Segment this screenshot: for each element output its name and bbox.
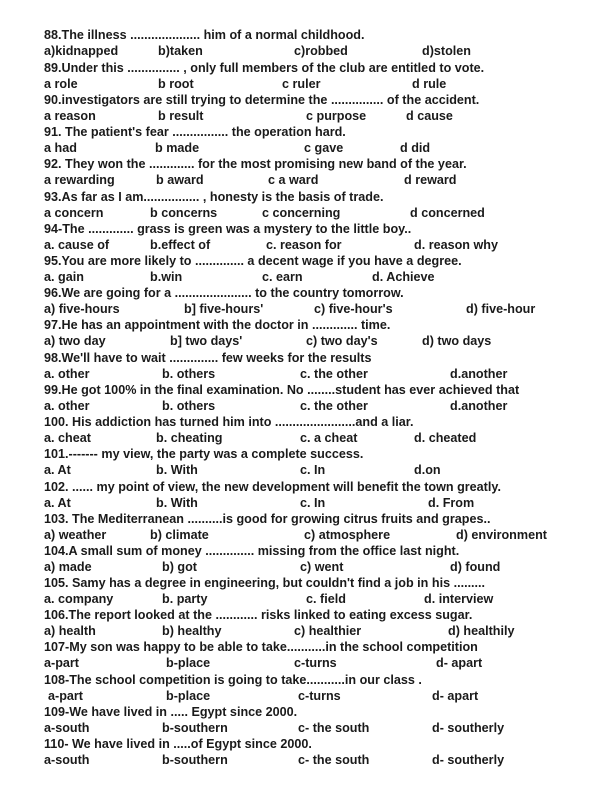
answer-option: a. At <box>44 496 71 510</box>
answer-option: d) two days <box>422 334 492 348</box>
answer-option: d did <box>400 141 431 155</box>
answer-option: c. reason for <box>266 238 342 252</box>
answer-option: d. interview <box>424 592 494 606</box>
answer-options <box>0 205 612 221</box>
answer-option: b award <box>156 173 204 187</box>
answer-option: d) healthily <box>448 624 515 638</box>
answer-option: d. cheated <box>414 431 477 445</box>
answer-option: b) healthy <box>162 624 222 638</box>
answer-options <box>0 76 612 92</box>
answer-option: c- the south <box>298 721 370 735</box>
answer-option: a) made <box>44 560 92 574</box>
answer-option: c. the other <box>300 399 368 413</box>
answer-option: c concerning <box>262 206 341 220</box>
question-text: 103. The Mediterranean ..........is good for growing citrus fruits and grapes.. <box>44 512 491 526</box>
answer-options <box>0 688 612 704</box>
answer-option: d) environment <box>456 528 547 542</box>
answer-option: b. party <box>162 592 208 606</box>
answer-option: b. With <box>156 463 198 477</box>
answer-option: c) five-hour's <box>314 302 393 316</box>
answer-option: b) climate <box>150 528 209 542</box>
answer-option: a)kidnapped <box>44 44 119 58</box>
answer-options <box>0 752 612 768</box>
question-text: 110- We have lived in .....of Egypt since 2000. <box>44 737 312 751</box>
answer-options <box>0 430 612 446</box>
question-text: 91. The patient's fear ................ the operation hard. <box>44 125 346 139</box>
answer-option: c purpose <box>306 109 367 123</box>
answer-option: d) five-hour <box>466 302 536 316</box>
answer-option: b. others <box>162 367 216 381</box>
answer-option: d.another <box>450 399 508 413</box>
answer-options <box>0 333 612 349</box>
answer-option: b)taken <box>158 44 203 58</box>
answer-option: a had <box>44 141 77 155</box>
answer-options <box>0 462 612 478</box>
question-text: 100. His addiction has turned him into .......................and a liar. <box>44 415 414 429</box>
answer-options <box>0 43 612 59</box>
answer-options <box>0 108 612 124</box>
answer-option: d concerned <box>410 206 485 220</box>
answer-option: b made <box>155 141 200 155</box>
answer-option: a reason <box>44 109 96 123</box>
answer-options <box>0 398 612 414</box>
answer-option: b root <box>158 77 194 91</box>
answer-option: b] two days' <box>170 334 243 348</box>
answer-options <box>0 495 612 511</box>
answer-option: a. other <box>44 367 90 381</box>
answer-option: c) healthier <box>294 624 362 638</box>
answer-option: c. a cheat <box>300 431 358 445</box>
answer-option: b-southern <box>162 721 228 735</box>
answer-option: d. Achieve <box>372 270 435 284</box>
answer-option: c. the other <box>300 367 368 381</box>
answer-options <box>0 720 612 736</box>
answer-option: a. cause of <box>44 238 110 252</box>
question-text: 107-My son was happy to be able to take...........in the school competition <box>44 640 478 654</box>
question-text: 95.You are more likely to .............. a decent wage if you have a degree. <box>44 254 462 268</box>
answer-option: c. field <box>306 592 346 606</box>
answer-option: c. In <box>300 463 326 477</box>
question-text: 90.investigators are still trying to determine the ............... of the accident. <box>44 93 480 107</box>
answer-option: d rule <box>412 77 447 91</box>
answer-option: d- apart <box>432 689 479 703</box>
question-text: 93.As far as I am................ , honesty is the basis of trade. <box>44 190 384 204</box>
question-text: 108-The school competition is going to take...........in our class . <box>44 673 422 687</box>
answer-option: d.on <box>414 463 441 477</box>
question-text: 92. They won the ............. for the most promising new band of the year. <box>44 157 467 171</box>
answer-option: b concerns <box>150 206 218 220</box>
answer-option: d. From <box>428 496 475 510</box>
answer-option: d- southerly <box>432 753 505 767</box>
answer-option: d.another <box>450 367 508 381</box>
answer-option: b.effect of <box>150 238 211 252</box>
answer-option: b-southern <box>162 753 228 767</box>
answer-option: a. company <box>44 592 114 606</box>
answer-option: c)robbed <box>294 44 348 58</box>
answer-option: d reward <box>404 173 457 187</box>
answer-option: c) two day's <box>306 334 378 348</box>
answer-options <box>0 591 612 607</box>
answer-option: b] five-hours' <box>184 302 264 316</box>
question-text: 89.Under this ............... , only full members of the club are entitled to vote. <box>44 61 485 75</box>
answer-options <box>0 237 612 253</box>
question-text: 88.The illness .................... him of a normal childhood. <box>44 28 365 42</box>
question-text: 104.A small sum of money .............. missing from the office last night. <box>44 544 460 558</box>
answer-option: d- apart <box>436 656 483 670</box>
question-text: 97.He has an appointment with the doctor in ............. time. <box>44 318 391 332</box>
answer-option: a concern <box>44 206 104 220</box>
answer-option: b result <box>158 109 204 123</box>
question-text: 94-The ............. grass is green was a mystery to the little boy.. <box>44 222 412 236</box>
answer-option: a-part <box>48 689 83 703</box>
answer-option: b. others <box>162 399 216 413</box>
answer-option: a. other <box>44 399 90 413</box>
answer-option: b) got <box>162 560 197 574</box>
answer-option: c ruler <box>282 77 321 91</box>
answer-options <box>0 559 612 575</box>
answer-options <box>0 623 612 639</box>
question-text: 101.------- my view, the party was a complete success. <box>44 447 364 461</box>
question-text: 99.He got 100% in the final examination. No ........student has ever achieved that <box>44 383 520 397</box>
answer-option: b.win <box>150 270 183 284</box>
answer-option: b-place <box>166 689 211 703</box>
answer-option: a-part <box>44 656 79 670</box>
answer-option: a-south <box>44 721 90 735</box>
question-text: 105. Samy has a degree in engineering, but couldn't find a job in his ......... <box>44 576 486 590</box>
answer-option: b. cheating <box>156 431 223 445</box>
answer-option: a. gain <box>44 270 84 284</box>
answer-option: c- the south <box>298 753 370 767</box>
answer-option: a) two day <box>44 334 106 348</box>
answer-options <box>0 527 612 543</box>
answer-option: b-place <box>166 656 211 670</box>
question-text: 98.We'll have to wait .............. few weeks for the results <box>44 351 372 365</box>
answer-options <box>0 269 612 285</box>
answer-options <box>0 655 612 671</box>
answer-option: a-south <box>44 753 90 767</box>
answer-option: c. In <box>300 496 326 510</box>
answer-option: c) went <box>300 560 344 574</box>
answer-option: a) health <box>44 624 96 638</box>
question-text: 96.We are going for a ...................... to the country tomorrow. <box>44 286 404 300</box>
answer-option: a. At <box>44 463 71 477</box>
answer-option: a) weather <box>44 528 107 542</box>
answer-option: a role <box>44 77 78 91</box>
answer-option: c-turns <box>294 656 337 670</box>
answer-option: a) five-hours <box>44 302 120 316</box>
answer-option: a. cheat <box>44 431 91 445</box>
answer-option: d) found <box>450 560 501 574</box>
answer-option: d- southerly <box>432 721 505 735</box>
answer-option: c a ward <box>268 173 319 187</box>
answer-option: d cause <box>406 109 453 123</box>
answer-option: a rewarding <box>44 173 115 187</box>
answer-options <box>0 172 612 188</box>
question-text: 102. ...... my point of view, the new development will benefit the town greatly. <box>44 480 501 494</box>
answer-option: d. reason why <box>414 238 498 252</box>
question-text: 109-We have lived in ..... Egypt since 2000. <box>44 705 298 719</box>
question-text: 106.The report looked at the ............ risks linked to eating excess sugar. <box>44 608 473 622</box>
answer-option: d)stolen <box>422 44 471 58</box>
answer-options <box>0 301 612 317</box>
answer-option: c. earn <box>262 270 303 284</box>
answer-option: c gave <box>304 141 344 155</box>
answer-options <box>0 366 612 382</box>
answer-option: c-turns <box>298 689 341 703</box>
answer-options <box>0 140 612 156</box>
answer-option: c) atmosphere <box>304 528 391 542</box>
answer-option: b. With <box>156 496 198 510</box>
